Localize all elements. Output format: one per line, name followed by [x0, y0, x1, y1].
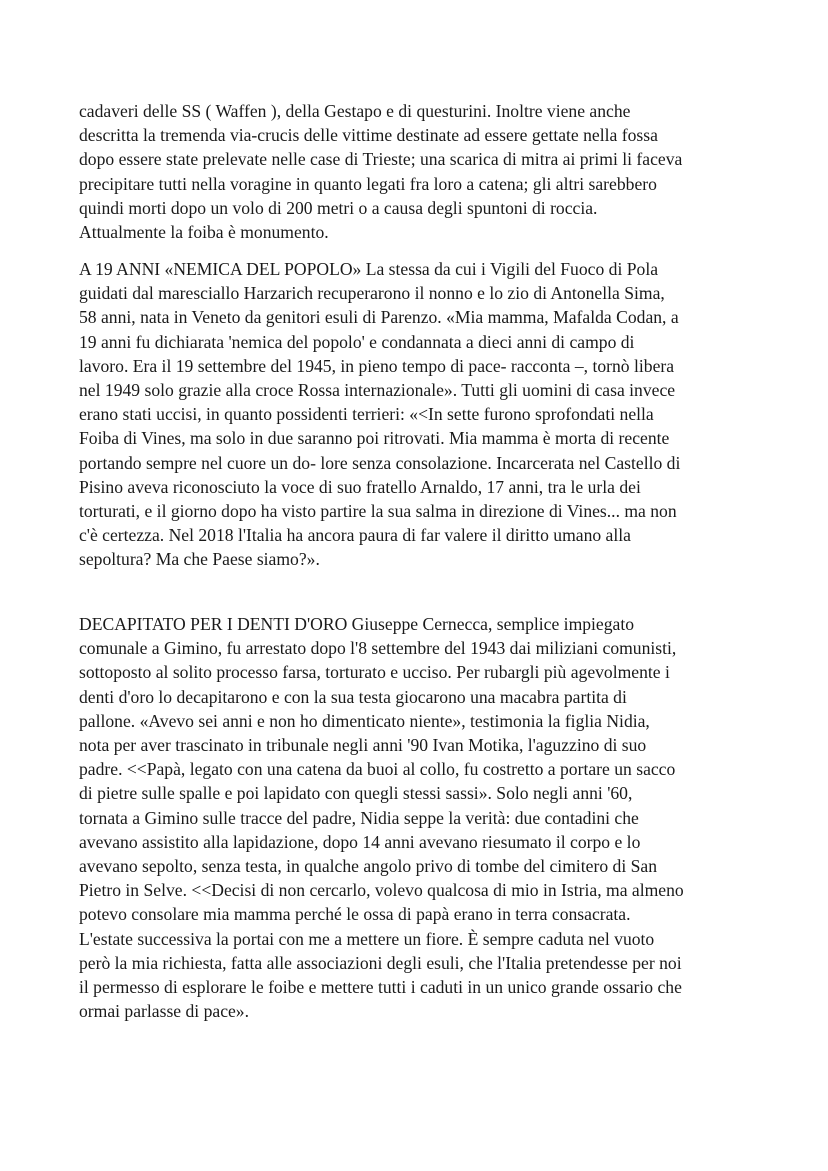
- text-line: nel 1949 solo grazie alla croce Rossa internazionale». Tutti gli uomini di casa invece: [79, 380, 676, 401]
- text-line: Attualmente la foiba è monumento.: [79, 222, 329, 243]
- text-line: c'è certezza. Nel 2018 l'Italia ha ancora paura di far valere il diritto umano alla: [79, 525, 631, 546]
- text-line: cadaveri delle SS ( Waffen ), della Gestapo e di questurini. Inoltre viene anche: [79, 101, 631, 121]
- text-line: Pietro in Selve. <<Decisi di non cercarlo, volevo qualcosa di mio in Istria, ma almeno: [79, 880, 684, 901]
- text-line: padre. <<Papà, legato con una catena da buoi al collo, fu costretto a portare un sacco: [79, 759, 676, 780]
- text-line: erano stati uccisi, in quanto possidenti terrieri: «<In sette furono sprofondati nella: [79, 404, 654, 425]
- text-line: avevano assistito alla lapidazione, dopo 14 anni avevano riesumato il corpo e lo: [79, 831, 641, 852]
- text-line: L'estate successiva la portai con me a mettere un fiore. È sempre caduta nel vuoto: [79, 928, 655, 949]
- text-line: portando sempre nel cuore un do- lore senza consolazione. Incarcerata nel Castello di: [79, 452, 681, 473]
- text-line: sottoposto al solito processo farsa, torturato e ucciso. Per rubargli più agevolmente i: [79, 662, 670, 683]
- text-line: descritta la tremenda via-crucis delle vittime destinate ad essere gettate nella fossa: [79, 125, 658, 146]
- paragraph-decapitato-denti-oro: [79, 612, 769, 1023]
- text-line: denti d'oro lo decapitarono e con la sua testa giocarono una macabra partita di: [79, 686, 627, 707]
- text-line: di pietre sulle spalle e poi lapidato con quegli stessi sassi». Solo negli anni '60,: [79, 783, 633, 804]
- paragraph-foiba-monument: [79, 99, 769, 244]
- text-line: avevano sepolto, senza testa, in qualche angolo privo di tombe del cimitero di San: [79, 856, 657, 877]
- text-line: precipitare tutti nella voragine in quanto legati fra loro a catena; gli altri sarebbero: [79, 173, 657, 194]
- text-line: dopo essere state prelevate nelle case di Trieste; una scarica di mitra ai primi li faceva: [79, 149, 683, 170]
- text-line: tornata a Gimino sulle tracce del padre, Nidia seppe la verità: due contadini che: [79, 807, 639, 828]
- text-line: pallone. «Avevo sei anni e non ho dimenticato niente», testimonia la figlia Nidia,: [79, 710, 650, 731]
- text-line: 58 anni, nata in Veneto da genitori esuli di Parenzo. «Mia mamma, Mafalda Codan, a: [79, 307, 679, 328]
- text-line: lavoro. Era il 19 settembre del 1945, in pieno tempo di pace- racconta –, tornò libera: [79, 355, 675, 376]
- text-line: Foiba di Vines, ma solo in due saranno poi ritrovati. Mia mamma è morta di recente: [79, 428, 670, 449]
- text-line: ormai parlasse di pace».: [79, 1001, 250, 1022]
- text-line: quindi morti dopo un volo di 200 metri o a causa degli spuntoni di roccia.: [79, 197, 598, 218]
- text-line: però la mia richiesta, fatta alle associazioni degli esuli, che l'Italia pretendesse per noi: [79, 952, 682, 973]
- text-line: Pisino aveva riconosciuto la voce di suo fratello Arnaldo, 17 anni, tra le urla dei: [79, 476, 641, 497]
- text-line: nota per aver trascinato in tribunale negli anni '90 Ivan Motika, l'aguzzino di suo: [79, 735, 647, 756]
- text-line: potevo consolare mia mamma perché le ossa di papà erano in terra consacrata.: [79, 904, 631, 925]
- text-line: guidati dal maresciallo Harzarich recuperarono il nonno e lo zio di Antonella Sima,: [79, 283, 665, 304]
- text-line: il permesso di esplorare le foibe e mettere tutti i caduti in un unico grande ossario che: [79, 977, 682, 998]
- text-line: sepoltura? Ma che Paese siamo?».: [79, 549, 320, 570]
- text-line: torturati, e il giorno dopo ha visto partire la sua salma in direzione di Vines... ma non: [79, 501, 677, 522]
- text-line: A 19 ANNI «NEMICA DEL POPOLO» La stessa da cui i Vigili del Fuoco di Pola: [79, 259, 659, 279]
- paragraph-nemica-del-popolo: [79, 257, 769, 572]
- text-line: 19 anni fu dichiarata 'nemica del popolo' e condannata a dieci anni di campo di: [79, 331, 635, 352]
- text-line: DECAPITATO PER I DENTI D'ORO Giuseppe Cernecca, semplice impiegato: [79, 614, 635, 634]
- text-line: comunale a Gimino, fu arrestato dopo l'8 settembre del 1943 dai miliziani comunisti,: [79, 638, 677, 659]
